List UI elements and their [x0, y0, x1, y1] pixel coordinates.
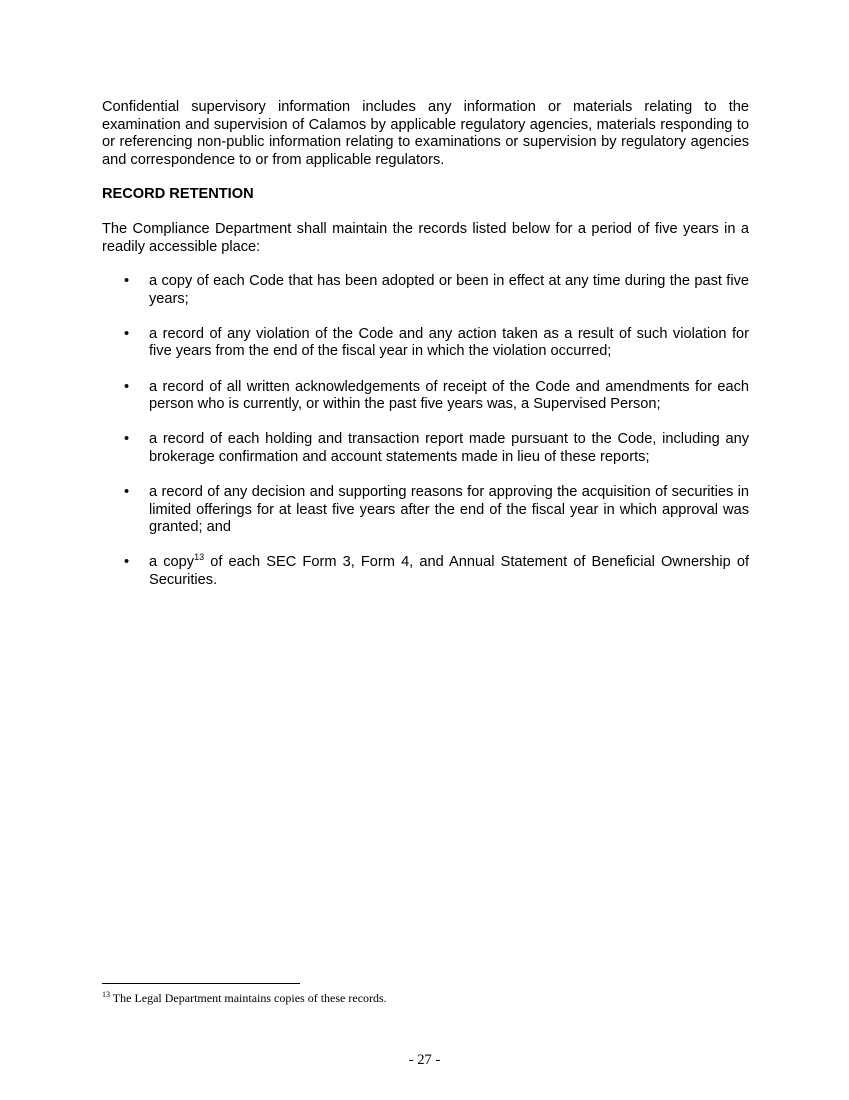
list-item-text-end: of each SEC Form 3, Form 4, and Annual Statement of Beneficial Ownership of Securities.	[149, 554, 750, 588]
list-item	[102, 379, 749, 414]
footnote-text: The Legal Department maintains copies of these records.	[110, 991, 387, 1005]
page-body	[102, 99, 749, 607]
list-item-text	[149, 554, 749, 588]
list-item	[102, 554, 749, 589]
bullet-icon: •	[124, 431, 130, 448]
bullet-icon: •	[124, 378, 130, 395]
page-number: - 27 -	[408, 1052, 441, 1068]
list-item	[102, 273, 749, 308]
list-item-text: a record of any violation of the Code and any action taken as a result of such violation for five years from the end of the fiscal year in which the violation occurred;	[149, 325, 749, 360]
list-item	[102, 326, 749, 361]
bullet-icon: •	[124, 483, 130, 500]
list-item	[102, 484, 749, 537]
bullet-icon: •	[124, 554, 130, 571]
list-item	[102, 431, 749, 466]
list-item-text: a copy of each Code that has been adopted or been in effect at any time during the past five years;	[149, 273, 749, 307]
list-item-text-start: a copy	[149, 554, 195, 571]
list-item-text: a record of all written acknowledgements of receipt of the Code and amendments for each person who is currently, or within the past five years was, a Supervised Person;	[149, 378, 749, 413]
bullet-icon: •	[124, 325, 130, 342]
footnote-reference: 13	[194, 552, 205, 563]
bullet-icon: •	[124, 273, 130, 290]
intro-paragraph: Confidential supervisory information includes any information or materials relating to the examination and supervision of Calamos by applicable regulatory agencies, materials responding to or referencing non-public information relating to examinations or supervision by regulatory agencies and correspondence to or from applicable regulators.	[102, 99, 749, 168]
footnote-separator	[102, 983, 300, 984]
record-list	[102, 273, 749, 589]
section-intro-paragraph: The Compliance Department shall maintain the records listed below for a period of five years in a readily accessible place:	[102, 220, 749, 255]
list-item-text: a record of any decision and supporting reasons for approving the acquisition of securities in limited offerings for at least five years after the end of the fiscal year in which approval was granted; and	[149, 483, 749, 536]
section-heading: RECORD RETENTION	[102, 186, 254, 203]
footnote-number: 13	[102, 990, 110, 999]
list-item-text: a record of each holding and transaction report made pursuant to the Code, including any brokerage confirmation and account statements made in lieu of these reports;	[149, 431, 749, 465]
footnote	[102, 991, 749, 1005]
